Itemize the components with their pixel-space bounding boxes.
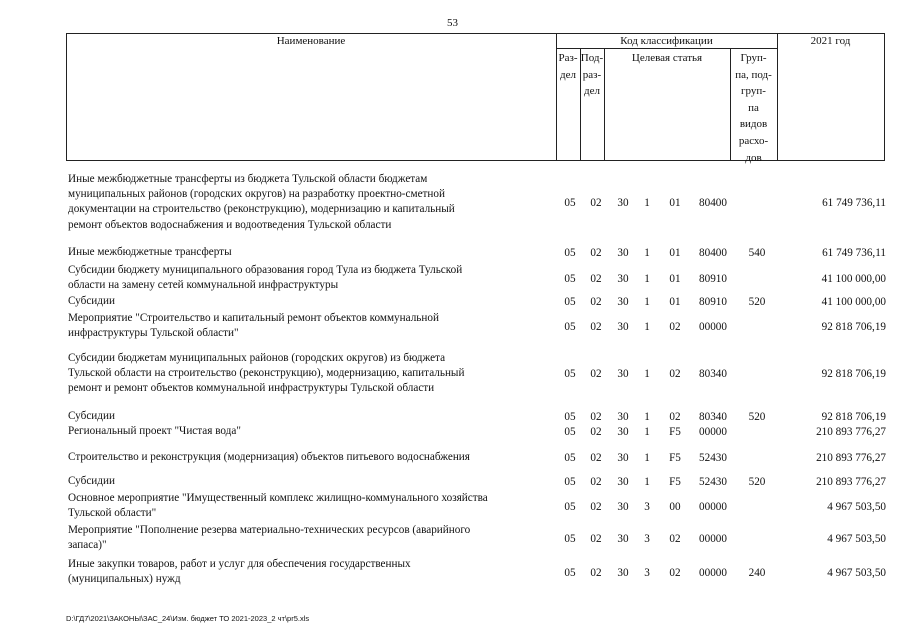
code-rz: 05 xyxy=(564,320,576,333)
code-cs3: 01 xyxy=(669,247,681,260)
row-name-line: Мероприятие "Пополнение резерва материально-технических ресурсов (аварийного xyxy=(68,524,471,536)
row-name xyxy=(68,557,548,587)
code-cs3: 02 xyxy=(669,411,681,424)
code-pr: 02 xyxy=(590,426,602,439)
code-cs1: 30 xyxy=(617,247,629,260)
row-name xyxy=(68,294,548,309)
header-classification: Код классификации xyxy=(620,35,713,47)
header-podrazdel-line: раз- xyxy=(582,68,602,81)
code-cs1: 30 xyxy=(617,320,629,333)
row-name-line: Тульской области" xyxy=(68,507,157,520)
code-cs2: 1 xyxy=(644,272,650,285)
code-cs4: 00000 xyxy=(699,426,727,439)
code-cs4: 80910 xyxy=(699,296,727,309)
code-cs3: F5 xyxy=(669,426,681,439)
code-rz: 05 xyxy=(564,296,576,309)
code-rz: 05 xyxy=(564,247,576,260)
amount-2021: 210 893 776,27 xyxy=(816,452,886,465)
code-pr: 02 xyxy=(590,566,602,579)
code-cs1: 30 xyxy=(617,500,629,513)
header-group-line: Груп- xyxy=(740,52,767,64)
header-name: Наименование xyxy=(276,35,346,47)
code-cs2: 3 xyxy=(644,500,650,513)
amount-2021: 61 749 736,11 xyxy=(822,196,886,209)
row-name-line: Субсидии xyxy=(68,475,115,487)
header-target: Целевая статья xyxy=(631,52,703,64)
code-cs3: 02 xyxy=(669,368,681,381)
code-pr: 02 xyxy=(590,476,602,489)
code-rz: 05 xyxy=(564,368,576,381)
row-name-line: Субсидии xyxy=(68,410,115,422)
row-name-line: Субсидии бюджетам муниципальных районов (городских округов) из бюджета xyxy=(68,352,446,364)
table-row xyxy=(0,474,905,489)
header-group-line: па, под- xyxy=(735,68,772,81)
row-name-line: (муниципальных) нужд xyxy=(68,573,181,586)
code-cs2: 3 xyxy=(644,532,650,545)
code-pr: 02 xyxy=(590,196,602,209)
table-row xyxy=(0,424,905,439)
table-row xyxy=(0,294,905,309)
header-razdel-line: Раз- xyxy=(558,52,578,64)
page-number: 53 xyxy=(447,17,458,29)
row-name xyxy=(68,450,548,465)
code-cs4: 80340 xyxy=(699,411,727,424)
header-group-line: па xyxy=(748,101,759,114)
amount-2021: 92 818 706,19 xyxy=(821,368,886,381)
code-cs4: 00000 xyxy=(699,500,727,513)
code-cs2: 1 xyxy=(644,426,650,439)
code-cs2: 3 xyxy=(644,566,650,579)
code-cs2: 1 xyxy=(644,476,650,489)
code-pr: 02 xyxy=(590,452,602,465)
code-rz: 05 xyxy=(564,566,576,579)
header-group-line: видов xyxy=(739,118,768,131)
code-pr: 02 xyxy=(590,272,602,285)
row-name-line: Иные межбюджетные трансферты из бюджета Тульской области бюджетам xyxy=(68,173,428,185)
table-row xyxy=(0,409,905,424)
code-cs2: 1 xyxy=(644,196,650,209)
row-name-line: ремонт и ремонт объектов коммунальной инфраструктуры Тульской области xyxy=(68,382,435,395)
code-pr: 02 xyxy=(590,500,602,513)
code-pr: 02 xyxy=(590,320,602,333)
header-group-line: расхо- xyxy=(738,134,769,147)
code-cs1: 30 xyxy=(617,532,629,545)
row-name-line: Региональный проект "Чистая вода" xyxy=(68,425,241,437)
header-podrazdel-line: дел xyxy=(584,85,600,98)
code-vr: 540 xyxy=(748,247,766,260)
row-name-line: муниципальных районов (городских округов) на разработку проектно-сметной xyxy=(68,188,446,201)
code-cs4: 00000 xyxy=(699,320,727,333)
file-path-footer: D:\ГД7\2021\ЗАКОНЫ\ЗАС_24\Изм. бюджет ТО 2021-2023_2 чт\pr5.xls xyxy=(66,614,310,623)
row-name-line: инфраструктуры Тульской области" xyxy=(68,327,239,340)
row-name-line: Иные межбюджетные трансферты xyxy=(68,246,232,258)
row-name xyxy=(68,263,548,293)
code-cs3: 01 xyxy=(669,272,681,285)
amount-2021: 4 967 503,50 xyxy=(827,532,886,545)
header-group-line: дов xyxy=(745,151,762,164)
code-cs2: 1 xyxy=(644,368,650,381)
row-name-line: Субсидии xyxy=(68,295,115,307)
code-cs1: 30 xyxy=(617,411,629,424)
code-cs2: 1 xyxy=(644,296,650,309)
table-row xyxy=(0,450,905,465)
row-name xyxy=(68,491,548,521)
code-cs4: 52430 xyxy=(699,452,727,465)
row-name-line: документации на строительство (реконструкцию), модернизацию и капитальный xyxy=(68,203,455,216)
header-year: 2021 год xyxy=(810,35,851,47)
row-name xyxy=(68,311,548,341)
amount-2021: 92 818 706,19 xyxy=(821,411,886,424)
code-vr: 240 xyxy=(748,566,766,579)
row-name xyxy=(68,351,548,397)
code-cs1: 30 xyxy=(617,426,629,439)
row-name-line: Иные закупки товаров, работ и услуг для обеспечения государственных xyxy=(68,558,411,570)
row-name-line: запаса)" xyxy=(68,539,107,552)
table-row xyxy=(0,557,905,587)
code-cs4: 80340 xyxy=(699,368,727,381)
code-vr: 520 xyxy=(748,296,766,309)
code-pr: 02 xyxy=(590,411,602,424)
code-rz: 05 xyxy=(564,500,576,513)
code-cs1: 30 xyxy=(617,566,629,579)
code-cs2: 1 xyxy=(644,247,650,260)
code-cs2: 1 xyxy=(644,411,650,424)
code-rz: 05 xyxy=(564,411,576,424)
row-name-line: области на замену сетей коммунальной инфраструктуры xyxy=(68,279,339,292)
code-cs3: 00 xyxy=(669,500,681,513)
row-name xyxy=(68,172,548,233)
code-cs3: 02 xyxy=(669,532,681,545)
table-row xyxy=(0,263,905,293)
code-cs4: 52430 xyxy=(699,476,727,489)
code-cs4: 80910 xyxy=(699,272,727,285)
row-name-line: ремонт объектов водоснабжения и водоотведения Тульской области xyxy=(68,218,392,231)
code-cs2: 1 xyxy=(644,452,650,465)
amount-2021: 4 967 503,50 xyxy=(827,500,886,513)
code-cs2: 1 xyxy=(644,320,650,333)
table-row xyxy=(0,351,905,397)
code-rz: 05 xyxy=(564,272,576,285)
code-cs4: 00000 xyxy=(699,566,727,579)
code-cs1: 30 xyxy=(617,368,629,381)
code-vr: 520 xyxy=(748,411,766,424)
amount-2021: 210 893 776,27 xyxy=(816,426,886,439)
row-name xyxy=(68,424,548,439)
code-cs3: 01 xyxy=(669,196,681,209)
code-cs4: 80400 xyxy=(699,247,727,260)
code-cs3: 02 xyxy=(669,320,681,333)
amount-2021: 4 967 503,50 xyxy=(827,566,886,579)
amount-2021: 41 100 000,00 xyxy=(821,272,886,285)
code-vr: 520 xyxy=(748,476,766,489)
code-cs1: 30 xyxy=(617,296,629,309)
header-razdel-line: дел xyxy=(560,68,576,81)
row-name xyxy=(68,409,548,424)
code-cs3: 01 xyxy=(669,296,681,309)
row-name xyxy=(68,474,548,489)
code-pr: 02 xyxy=(590,368,602,381)
code-cs4: 00000 xyxy=(699,532,727,545)
amount-2021: 210 893 776,27 xyxy=(816,476,886,489)
header-group-line: груп- xyxy=(741,85,766,98)
code-cs3: F5 xyxy=(669,452,681,465)
amount-2021: 92 818 706,19 xyxy=(821,320,886,333)
table-row xyxy=(0,311,905,341)
row-name-line: Мероприятие "Строительство и капитальный ремонт объектов коммунальной xyxy=(68,312,439,324)
code-pr: 02 xyxy=(590,532,602,545)
row-name-line: Тульской области на строительство (реконструкцию), модернизацию, капитальный xyxy=(68,367,465,380)
code-cs4: 80400 xyxy=(699,196,727,209)
code-pr: 02 xyxy=(590,247,602,260)
code-pr: 02 xyxy=(590,296,602,309)
code-cs1: 30 xyxy=(617,196,629,209)
code-cs1: 30 xyxy=(617,272,629,285)
table-row xyxy=(0,523,905,553)
row-name-line: Субсидии бюджету муниципального образования город Тула из бюджета Тульской xyxy=(68,264,463,276)
row-name-line: Основное мероприятие "Имущественный комплекс жилищно-коммунального хозяйства xyxy=(68,492,488,504)
code-rz: 05 xyxy=(564,452,576,465)
table-row xyxy=(0,245,905,260)
code-cs1: 30 xyxy=(617,452,629,465)
code-rz: 05 xyxy=(564,476,576,489)
code-rz: 05 xyxy=(564,426,576,439)
row-name xyxy=(68,523,548,553)
table-row xyxy=(0,172,905,233)
row-name-line: Строительство и реконструкция (модернизация) объектов питьевого водоснабжения xyxy=(68,451,470,463)
code-rz: 05 xyxy=(564,196,576,209)
table-row xyxy=(0,491,905,521)
code-cs3: F5 xyxy=(669,476,681,489)
amount-2021: 41 100 000,00 xyxy=(821,296,886,309)
row-name xyxy=(68,245,548,260)
header-podrazdel-line: Под- xyxy=(580,52,604,64)
code-cs1: 30 xyxy=(617,476,629,489)
code-cs3: 02 xyxy=(669,566,681,579)
code-rz: 05 xyxy=(564,532,576,545)
amount-2021: 61 749 736,11 xyxy=(822,247,886,260)
